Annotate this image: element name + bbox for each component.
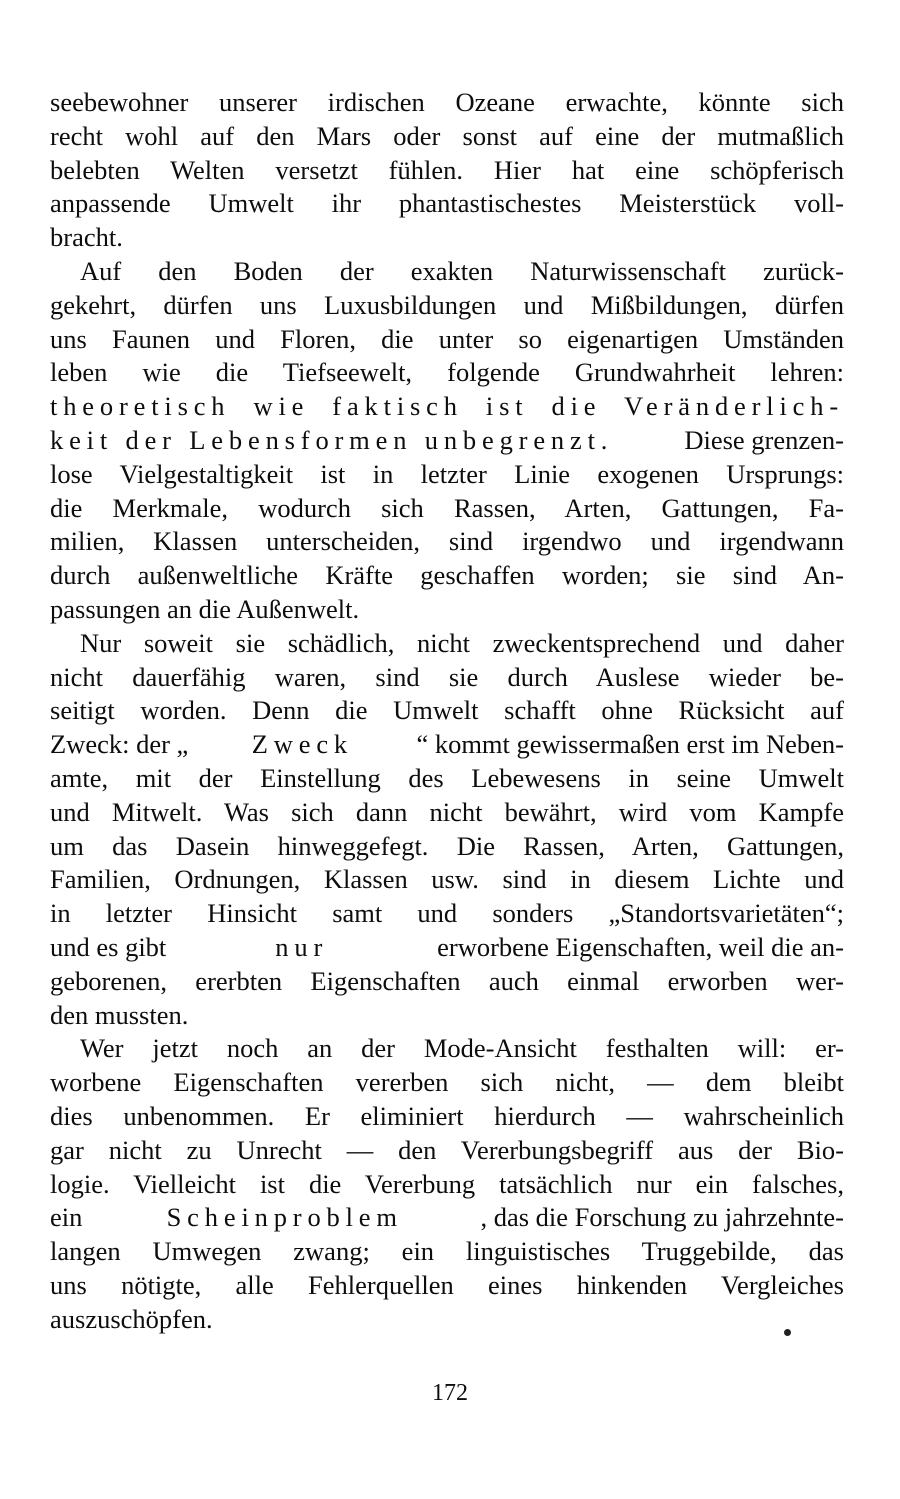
text-line: den mussten. bbox=[50, 999, 189, 1030]
emphasized-text: keit der Lebensformen unbegrenzt. bbox=[50, 424, 614, 455]
text-line: langen Umwegen zwang; ein linguistisches Truggebilde, das bbox=[50, 1236, 844, 1267]
text-fragment: ein bbox=[50, 1202, 89, 1233]
text-fragment: Diese grenzen- bbox=[684, 424, 844, 455]
text-line: seebewohner unserer irdischen Ozeane erwachte, könnte sich bbox=[50, 87, 844, 117]
text-line: uns nötigte, alle Fehlerquellen eines hinkenden Vergleiches bbox=[50, 1269, 844, 1300]
text-line bbox=[50, 728, 844, 762]
text-line: Wer jetzt noch an der Mode-Ansicht festhalten will: er- bbox=[80, 1033, 844, 1064]
text-line: worbene Eigenschaften vererben sich nicht, — dem bleibt bbox=[50, 1067, 844, 1098]
emphasized-text: Scheinproblem bbox=[166, 1202, 403, 1233]
text-line: Auf den Boden der exakten Naturwissenschaft zurück- bbox=[80, 255, 844, 286]
text-line bbox=[50, 424, 844, 458]
text-line: Familien, Ordnungen, Klassen usw. sind in diesem Lichte und bbox=[50, 864, 844, 895]
text-line: gekehrt, dürfen uns Luxusbildungen und Mißbildungen, dürfen bbox=[50, 289, 844, 320]
ink-speck bbox=[784, 1329, 791, 1336]
text-line: geborenen, ererbten Eigenschaften auch einmal erworben wer- bbox=[50, 965, 844, 996]
text-line: belebten Welten versetzt fühlen. Hier hat eine schöpferisch bbox=[50, 154, 844, 185]
text-fragment: “ kommt gewissermaßen erst im Neben- bbox=[416, 729, 844, 760]
text-line: die Merkmale, wodurch sich Rassen, Arten, Gattungen, Fa- bbox=[50, 492, 844, 523]
text-line: passungen an die Außenwelt. bbox=[50, 593, 360, 624]
body-text bbox=[50, 86, 844, 1336]
text-line: milien, Klassen unterscheiden, sind irgendwo und irgendwann bbox=[50, 526, 844, 557]
text-fragment: erworbene Eigenschaften, weil die an- bbox=[430, 931, 844, 962]
text-line: durch außenweltliche Kräfte geschaffen worden; sie sind An- bbox=[50, 560, 844, 591]
text-line: gar nicht zu Unrecht — den Vererbungsbegriff aus der Bio- bbox=[50, 1134, 844, 1165]
text-fragment: und es gibt bbox=[50, 931, 173, 962]
text-line: recht wohl auf den Mars oder sonst auf eine der mutmaßlich bbox=[50, 120, 844, 151]
text-line bbox=[50, 931, 844, 965]
text-line: logie. Vielleicht ist die Vererbung tatsächlich nur ein falsches, bbox=[50, 1168, 844, 1199]
text-line: um das Dasein hinweggefegt. Die Rassen, Arten, Gattungen, bbox=[50, 830, 844, 861]
text-line: und Mitwelt. Was sich dann nicht bewährt, wird vom Kampfe bbox=[50, 796, 844, 827]
text-fragment: , das die Forschung zu jahrzehnte- bbox=[480, 1202, 844, 1233]
text-line: anpassende Umwelt ihr phantastischestes Meisterstück voll- bbox=[50, 188, 844, 219]
text-line: amte, mit der Einstellung des Lebewesens in seine Umwelt bbox=[50, 762, 844, 793]
emphasized-text-line: theoretisch wie faktisch ist die Veränderlich- bbox=[50, 391, 844, 422]
text-line: seitigt worden. Denn die Umwelt schafft ohne Rücksicht auf bbox=[50, 695, 844, 726]
text-line: nicht dauerfähig waren, sind sie durch Auslese wieder be- bbox=[50, 661, 844, 692]
text-line: lose Vielgestaltigkeit ist in letzter Linie exogenen Ursprungs: bbox=[50, 458, 844, 489]
text-line: uns Faunen und Floren, die unter so eigenartigen Umständen bbox=[50, 323, 844, 354]
text-line bbox=[50, 1201, 844, 1235]
text-line: dies unbenommen. Er eliminiert hierdurch — wahrscheinlich bbox=[50, 1100, 844, 1131]
text-line: bracht. bbox=[50, 222, 123, 253]
text-line: auszuschöpfen. bbox=[50, 1303, 213, 1334]
page-number: 172 bbox=[432, 1380, 468, 1406]
text-fragment: Zweck: der „ bbox=[50, 729, 189, 760]
text-line: Nur soweit sie schädlich, nicht zweckentsprechend und daher bbox=[80, 627, 844, 658]
text-line: in letzter Hinsicht samt und sonders „Standortsvarietäten“; bbox=[50, 898, 844, 929]
emphasized-text: Zweck bbox=[251, 729, 353, 760]
text-line: leben wie die Tiefseewelt, folgende Grundwahrheit lehren: bbox=[50, 357, 844, 388]
emphasized-text: nur bbox=[275, 931, 329, 962]
